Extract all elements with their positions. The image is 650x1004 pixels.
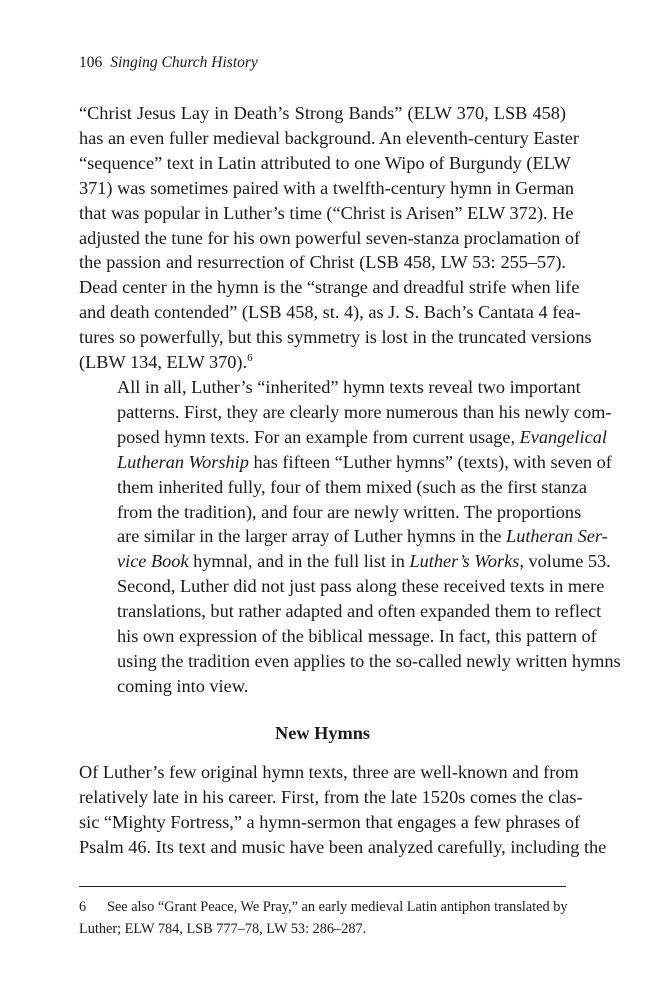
paragraph-3 <box>79 760 607 860</box>
main-text <box>79 101 621 699</box>
text-run: volume 53. <box>528 551 611 572</box>
text-line: sic “Mighty Fortress,” a hymn-sermon that engages a few phrases of <box>79 811 581 832</box>
footnote-line <box>79 896 566 918</box>
text-line <box>79 450 612 475</box>
text-run: posed hymn texts. For an example from current usage, <box>117 426 516 447</box>
italic-title: Lutheran Ser- <box>506 526 608 547</box>
text-line: coming into view. <box>117 675 249 696</box>
section-heading: New Hymns <box>275 723 370 743</box>
text-line: relatively late in his career. First, from the late 1520s comes the clas- <box>79 786 583 807</box>
text-run: are similar in the larger array of Luther hymns in the <box>117 526 502 547</box>
text-line: “sequence” text in Latin attributed to one Wipo of Burgundy (ELW <box>79 152 571 173</box>
italic-title: Luther’s Works, <box>409 551 524 572</box>
text-line: tures so powerfully, but this symmetry is lost in the truncated versions <box>79 327 592 348</box>
text-line: “Christ Jesus Lay in Death’s Strong Bands” (ELW 370, LSB 458) <box>79 103 566 123</box>
text-line: Psalm 46. Its text and music have been analyzed carefully, including the <box>79 836 607 857</box>
text-line: adjusted the tune for his own powerful seven-stanza proclamation of <box>79 227 581 248</box>
text-line-content: (LBW 134, ELW 370). <box>79 352 248 373</box>
running-head <box>79 53 258 73</box>
main-text-continued <box>79 760 607 860</box>
text-line <box>79 350 566 375</box>
text-line <box>79 549 611 574</box>
text-line: Second, Luther did not just pass along these received texts in mere <box>117 576 605 597</box>
text-line: Of Luther’s few original hymn texts, three are well-known and from <box>79 762 579 782</box>
text-line <box>79 524 608 549</box>
text-line <box>79 425 607 450</box>
text-line: translations, but rather adapted and often expanded them to reflect <box>117 601 602 622</box>
text-line: from the tradition), and four are newly written. The proportions <box>117 501 582 522</box>
footnote-text: See also “Grant Peace, We Pray,” an early medieval Latin antiphon translated by <box>107 899 568 915</box>
text-line: and death contended” (LSB 458, st. 4), as J. S. Bach’s Cantata 4 fea- <box>79 302 581 323</box>
italic-title: Evangelical <box>519 426 607 447</box>
text-line: Dead center in the hymn is the “strange and dreadful strife when life <box>79 277 580 298</box>
footnote <box>79 896 566 940</box>
text-line: the passion and resurrection of Christ (LSB 458, LW 53: 255–57). <box>79 252 566 273</box>
italic-title: vice Book <box>117 551 189 572</box>
text-line: using the tradition even applies to the so-called newly written hymns <box>117 650 621 671</box>
text-line: them inherited fully, four of them mixed (such as the first stanza <box>117 476 587 497</box>
text-line: his own expression of the biblical message. In fact, this pattern of <box>117 626 597 647</box>
paragraph-2 <box>79 375 621 699</box>
footnote-divider <box>79 886 566 887</box>
text-line: that was popular in Luther’s time (“Christ is Arisen” ELW 372). He <box>79 202 574 223</box>
paragraph-1 <box>79 101 592 375</box>
footnote-line: Luther; ELW 784, LSB 777–78, LW 53: 286–287. <box>79 921 367 937</box>
footnote-reference[interactable]: 6 <box>247 352 253 365</box>
book-title: Singing Church History <box>110 54 258 71</box>
text-line: 371) was sometimes paired with a twelfth-century hymn in German <box>79 177 574 198</box>
text-run: hymnal, and in the full list in <box>193 551 405 572</box>
text-line: has an even fuller medieval background. An eleventh-century Easter <box>79 127 579 148</box>
page-number: 106 <box>79 54 103 71</box>
italic-title: Lutheran Worship <box>117 451 249 472</box>
text-run: has fifteen “Luther hymns” (texts), with seven of <box>253 451 612 472</box>
text-line: patterns. First, they are clearly more numerous than his newly com- <box>117 401 612 422</box>
footnote-number: 6 <box>79 899 87 915</box>
text-line: All in all, Luther’s “inherited” hymn texts reveal two important <box>117 376 581 397</box>
